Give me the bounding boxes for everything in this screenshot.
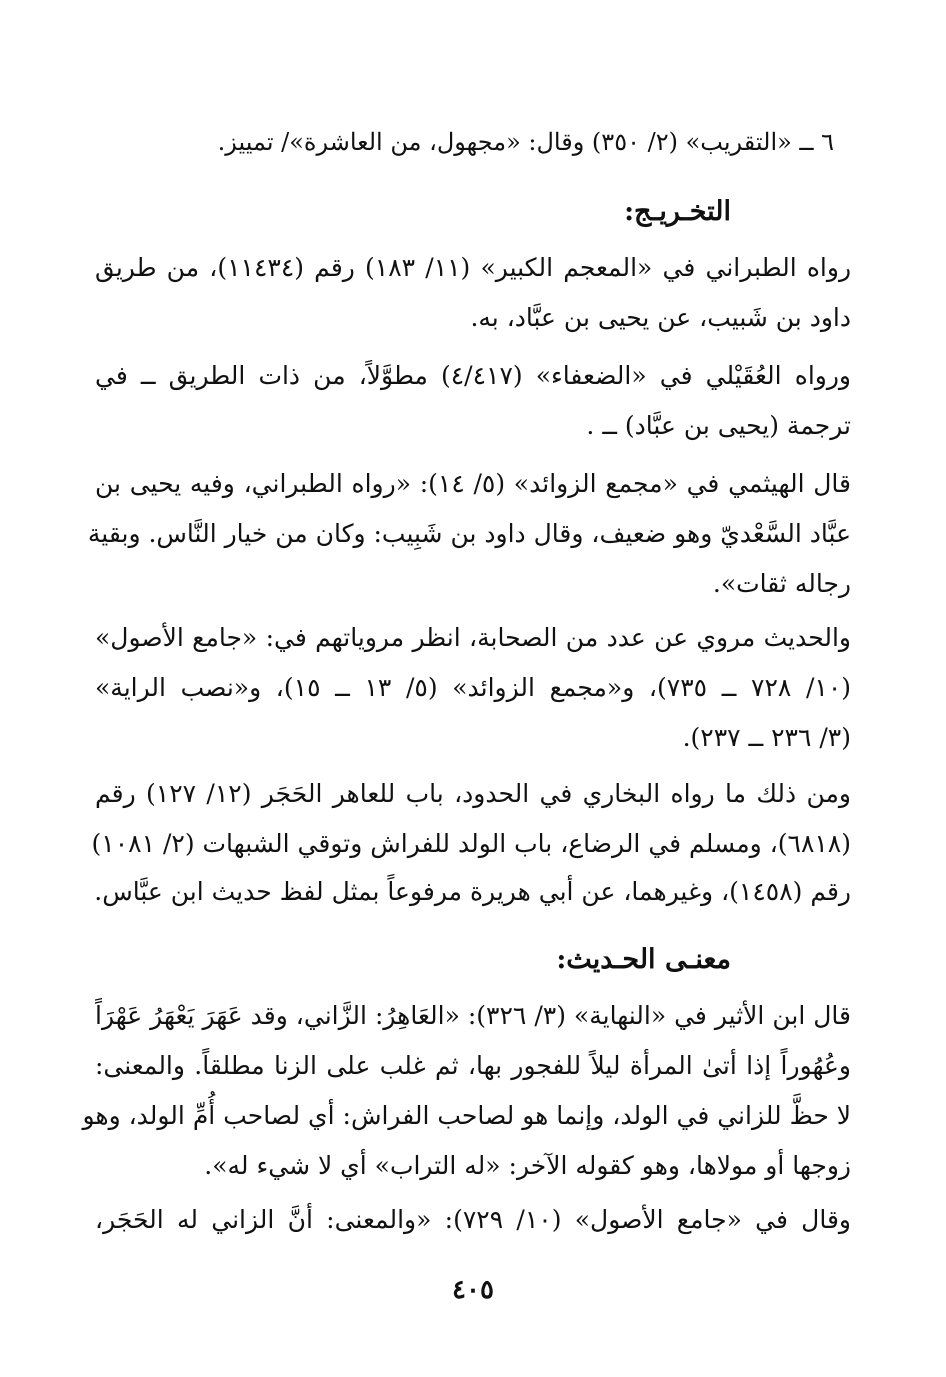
text-line: ترجمة (يحيى بن عبَّاد) ــ . (586, 411, 851, 440)
text-line: داود بن شَبيب، عن يحيى بن عبَّاد، به. (470, 303, 851, 332)
text-line: وعُهُوراً إذا أتىٰ المرأة ليلاً للفجور بها، ثم غلب على الزنا مطلقاً. والمعنى: (95, 1051, 851, 1080)
text-line: (٣/ ٢٣٦ ــ ٢٣٧). (682, 723, 851, 752)
text-line: ومن ذلك ما رواه البخاري في الحدود، باب للعاهر الحَجَر (١٢/ ١٢٧) رقم (95, 779, 851, 808)
text-line: قال ابن الأثير في «النهاية» (٣/ ٣٢٦): «العَاهِرُ: الزَّاني، وقد عَهَرَ يَعْهَرُ عَهْرَاً (95, 1001, 851, 1030)
text-line: (١٠/ ٧٢٨ ــ ٧٣٥)، و«مجمع الزوائد» (٥/ ١٣ ــ ١٥)، و«نصب الراية» (95, 673, 852, 702)
text-line: رواه الطبراني في «المعجم الكبير» (١١/ ١٨٣) رقم (١١٤٣٤)، من طريق (95, 253, 852, 282)
text-line: والحديث مروي عن عدد من الصحابة، انظر مروياتهم في: «جامع الأصول» (95, 623, 851, 652)
page-number: ٤٠٥ (452, 1275, 494, 1305)
footnote-line: ٦ ــ «التقريب» (٢/ ٣٥٠) وقال: «مجهول، من العاشرة»/ تمييز. (217, 128, 834, 156)
text-line: (٦٨١٨)، ومسلم في الرضاع، باب الولد للفراش وتوقي الشبهات (٢/ ١٠٨١) (91, 829, 851, 858)
section-heading-maana: معنـى الحـديث: (556, 944, 731, 975)
text-line: ورواه العُقَيْلي في «الضعفاء» (٤/٤١٧) مطوَّلاً، من ذات الطريق ــ في (95, 361, 851, 390)
text-line: عبَّاد السَّعْديّ وهو ضعيف، وقال داود بن شَبِيب: وكان من خيار النَّاس. وبقية (87, 519, 851, 548)
section-heading-takhrij: التخـريـج: (624, 196, 731, 227)
text-line: لا حظَّ للزاني في الولد، وإنما هو لصاحب الفراش: أي لصاحب أُمِّ الولد، وهو (82, 1101, 851, 1130)
text-line: رقم (١٤٥٨)، وغيرهما، عن أبي هريرة مرفوعاً بمثل لفظ حديث ابن عبَّاس. (94, 877, 851, 906)
text-line: قال الهيثمي في «مجمع الزوائد» (٥/ ١٤): «رواه الطبراني، وفيه يحيى بن (95, 469, 851, 498)
text-line: زوجها أو مولاها، وهو كقوله الآخر: «له التراب» أي لا شيء له». (204, 1151, 851, 1180)
text-line: وقال في «جامع الأصول» (١٠/ ٧٢٩): «والمعنى: أنَّ الزاني له الحَجَر، (95, 1205, 851, 1234)
text-line: رجاله ثقات». (712, 569, 851, 598)
